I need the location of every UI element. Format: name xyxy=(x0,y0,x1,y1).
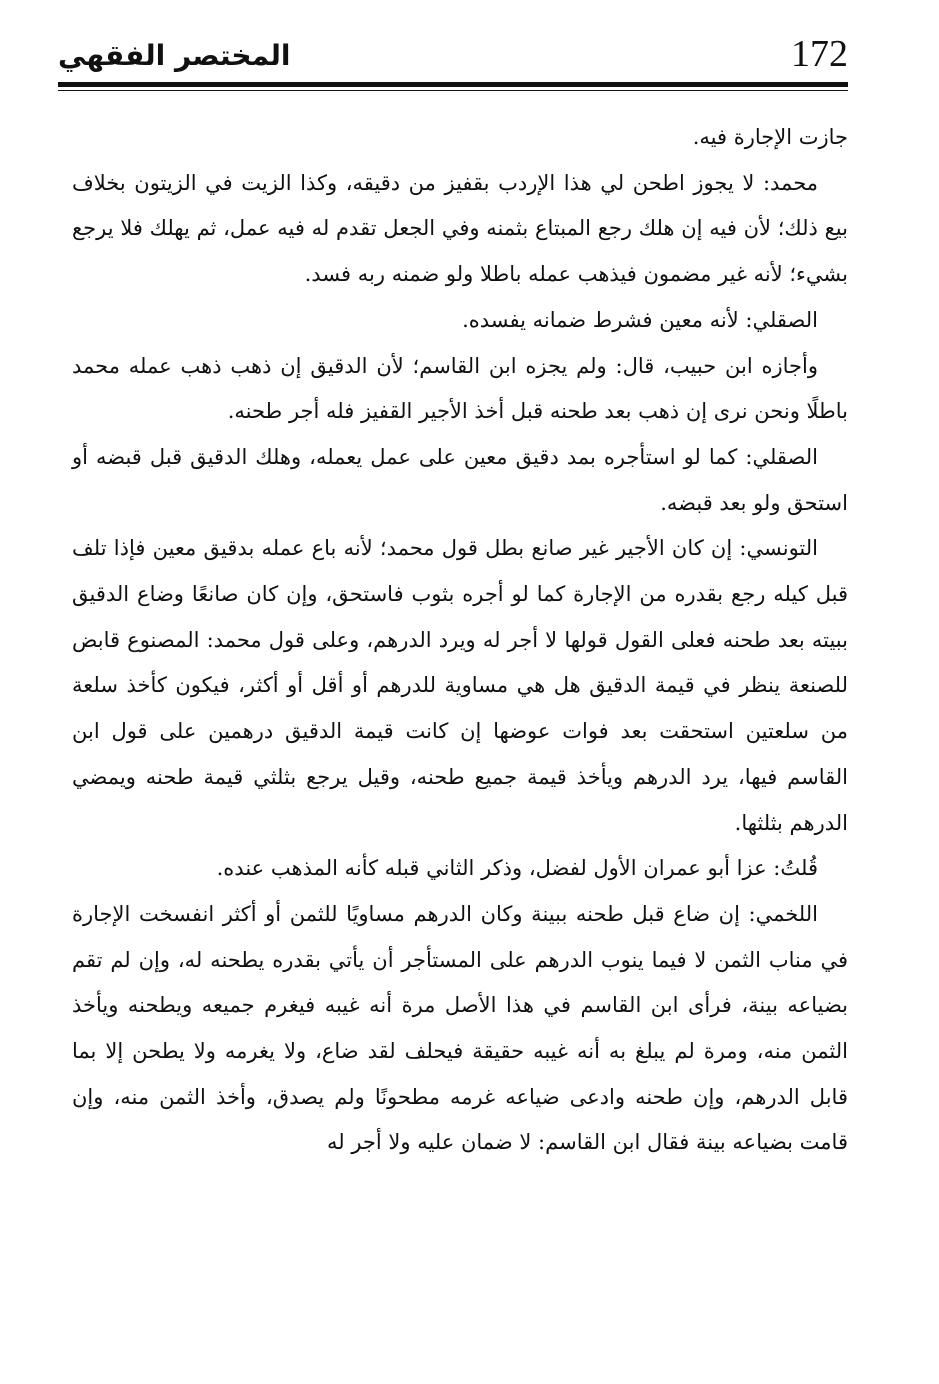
header-rule-thin xyxy=(58,90,848,91)
paragraph: قُلتُ: عزا أبو عمران الأول لفضل، وذكر الثاني قبله كأنه المذهب عنده. xyxy=(216,856,818,881)
body-text xyxy=(72,115,848,1166)
paragraph: التونسي: إن كان الأجير غير صانع بطل قول محمد؛ لأنه باع عمله بدقيق معين فإذا تلف قبل كيله رجع بقدره من الإجارة كما لو أجره بثوب فاستحق، وإن كان صانعًا وضاع الدقيق ببيته بعد طحنه فعلى القول قولها لا أجر له ويرد الدرهم، وعلى قول محمد: المصنوع قابض للصنعة ينظر في قيمة الدقيق هل هي مساوية للدرهم أو أقل أو أكثر، فيكون كأخذ سلعة من سلعتين استحقت بعد فوات عوضها إن كانت قيمة الدقيق درهمين على قول ابن القاسم فيها، يرد الدرهم ويأخذ قيمة جميع طحنه، وقيل يرجع بثلثي قيمة طحنه ويمضي الدرهم بثلثها. xyxy=(72,536,848,835)
paragraph: وأجازه ابن حبيب، قال: ولم يجزه ابن القاسم؛ لأن الدقيق إن ذهب ذهب عمله محمد باطلًا ونحن نرى إن ذهب بعد طحنه قبل أخذ الأجير القفيز فله أجر طحنه. xyxy=(72,353,848,424)
running-title: المختصر الفقهي xyxy=(58,39,291,72)
page-header xyxy=(58,32,848,82)
header-rule-thick xyxy=(58,82,848,87)
paragraph: اللخمي: إن ضاع قبل طحنه ببينة وكان الدرهم مساويًا للثمن أو أكثر انفسخت الإجارة في مناب الثمن لا فيما ينوب الدرهم على المستأجر أن يأتي بقدره يطحنه له، وإن لم تقم بضياعه بينة، فرأى ابن القاسم في هذا الأصل مرة أنه غيبه فيغرم جميعه ويطحنه ويأخذ الثمن منه، ومرة لم يبلغ به أنه غيبه حقيقة فيحلف لقد ضاع، ولا يغرمه ولا يطحن إلا بما قابل الدرهم، وإن طحنه وادعى ضياعه غرمه مطحونًا ولم يصدق، وأخذ الثمن منه، وإن قامت بضياعه بينة فقال ابن القاسم: لا ضمان عليه ولا أجر له xyxy=(72,901,848,1155)
paragraph: جازت الإجارة فيه. xyxy=(692,125,848,149)
paragraph: الصقلي: لأنه معين فشرط ضمانه يفسده. xyxy=(462,307,818,332)
paragraph: محمد: لا يجوز اطحن لي هذا الإردب بقفيز من دقيقه، وكذا الزيت في الزيتون بخلاف بيع ذلك؛ لأن فيه إن هلك رجع المبتاع بثمنه وفي الجعل تقدم له فيه عمل، ثم يهلك فلا يرجع بشيء؛ لأنه غير مضمون فيذهب عمله باطلا ولو ضمنه ربه فسد. xyxy=(72,170,848,287)
paragraph: الصقلي: كما لو استأجره بمد دقيق معين على عمل يعمله، وهلك الدقيق قبل قبضه أو استحق ولو بعد قبضه. xyxy=(72,444,848,515)
page-number: 172 xyxy=(791,33,848,75)
